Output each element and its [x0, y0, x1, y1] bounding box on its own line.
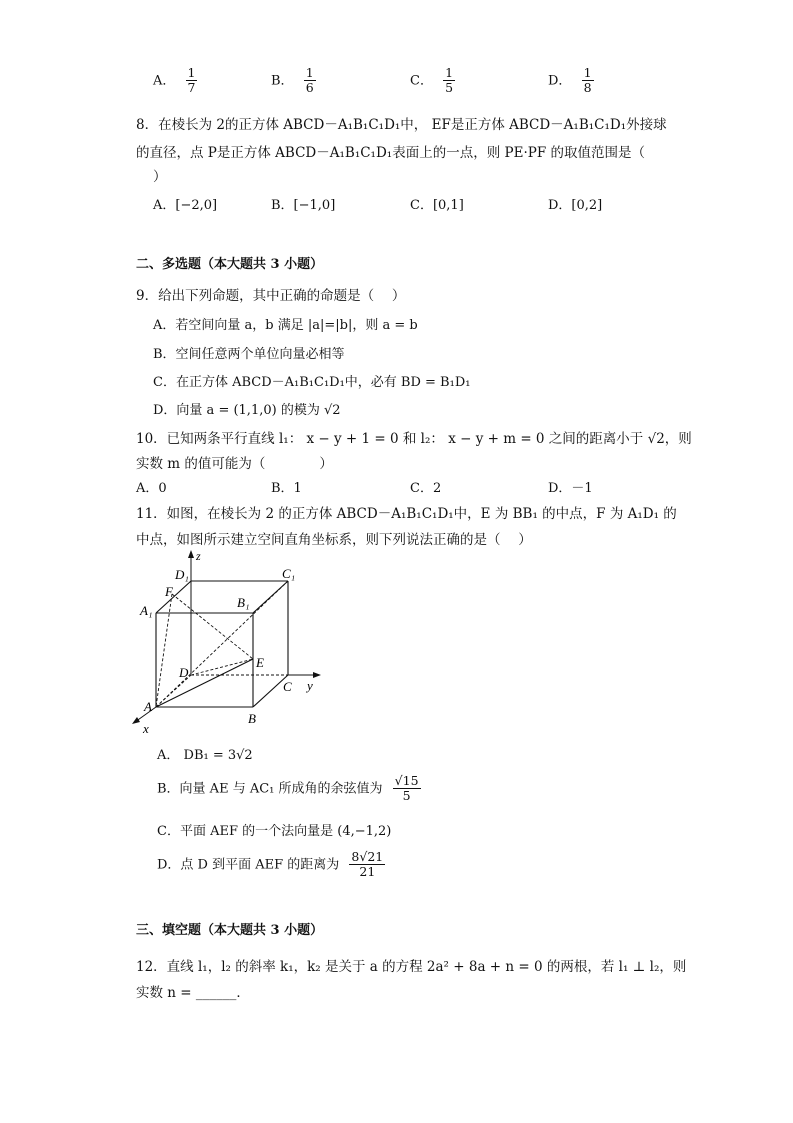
denominator: 5	[402, 788, 411, 804]
hidden-edges	[156, 581, 288, 707]
denominator: 8	[583, 80, 592, 96]
q11-option-a: A． DB₁ = 3√2	[157, 748, 253, 763]
q9-option-b: B．空间任意两个单位向量必相等	[153, 347, 345, 362]
q10-option-b: B．1	[271, 481, 302, 496]
q7-option-b	[271, 66, 316, 96]
q12-line2: 实数 n = ______．	[136, 985, 250, 1001]
option-text: B．向量 AE 与 AC₁ 所成角的余弦值为	[157, 781, 383, 797]
fraction	[443, 66, 455, 96]
label-a: A	[144, 699, 152, 714]
q8-line1: 8．在棱长为 2的正方体 ABCD－A₁B₁C₁D₁中， EF是正方体 ABCD－A₁B₁C₁D₁外接球	[136, 117, 667, 133]
fraction	[186, 66, 198, 96]
denominator: 5	[445, 80, 454, 96]
numerator: 8√21	[351, 849, 384, 864]
q9-option-c: C．在正方体 ABCD－A₁B₁C₁D₁中，必有 BD = B₁D₁	[153, 375, 471, 390]
q8-option-b: B．[−1,0]	[271, 198, 336, 213]
q10-line2: 实数 m 的值可能为（ ）	[136, 456, 333, 472]
q10-option-d: D．－1	[548, 481, 593, 496]
q11-line2: 中点，如图所示建立空间直角坐标系，则下列说法正确的是（ ）	[136, 532, 532, 548]
option-letter: C．	[410, 73, 433, 89]
denominator: 7	[187, 80, 196, 96]
label-e: E	[256, 655, 264, 670]
numerator: 1	[583, 65, 592, 80]
q9-option-d: D．向量 a = (1,1,0) 的模为 √2	[153, 403, 341, 418]
q10-line1: 10．已知两条平行直线 l₁： x − y + 1 = 0 和 l₂： x − y + m = 0 之间的距离小于 √2，则	[136, 431, 692, 447]
option-letter: D．	[548, 73, 572, 89]
label-d1: D₁	[175, 567, 189, 582]
numerator: 1	[445, 65, 454, 80]
q7-option-a	[153, 66, 197, 96]
q11-option-d	[157, 850, 385, 880]
option-letter: B．	[271, 73, 294, 89]
label-a1: A₁	[140, 603, 153, 618]
fraction	[304, 66, 316, 96]
label-c: C	[283, 679, 292, 694]
q7-option-d	[548, 66, 594, 96]
numerator: √15	[394, 773, 419, 788]
label-y: y	[307, 678, 313, 693]
label-b1: B₁	[237, 595, 250, 610]
q12-line1: 12．直线 l₁，l₂ 的斜率 k₁，k₂ 是关于 a 的方程 2a² + 8a + n = 0 的两根，若 l₁ ⊥ l₂，则	[136, 959, 687, 975]
denominator: 6	[305, 80, 314, 96]
x-axis-arrow	[132, 717, 140, 724]
label-c1: C₁	[282, 566, 296, 581]
label-x: x	[143, 721, 149, 736]
label-d: D	[179, 665, 189, 680]
q8-line3: ）	[153, 169, 167, 185]
numerator: 1	[187, 65, 196, 80]
fraction	[349, 850, 385, 880]
cube-figure	[125, 546, 335, 736]
y-axis-arrow	[313, 672, 321, 678]
q10-option-c: C．2	[410, 481, 442, 496]
q9-stem: 9．给出下列命题，其中正确的命题是（ ）	[136, 288, 406, 304]
label-z: z	[196, 549, 201, 563]
fraction	[582, 66, 594, 96]
numerator: 1	[305, 65, 314, 80]
q7-option-c	[410, 66, 455, 96]
label-b: B	[248, 711, 256, 726]
q11-option-c: C．平面 AEF 的一个法向量是 (4,−1,2)	[157, 824, 392, 839]
q11-line1: 11．如图，在棱长为 2 的正方体 ABCD－A₁B₁C₁D₁中，E 为 BB₁ 的中点，F 为 A₁D₁ 的	[136, 506, 677, 522]
q8-option-a: A．[−2,0]	[153, 198, 218, 213]
q8-option-d: D．[0,2]	[548, 198, 603, 213]
z-axis-arrow	[188, 550, 194, 558]
option-letter: A．	[153, 73, 176, 89]
q10-option-a: A．0	[136, 481, 167, 496]
q11-option-b	[157, 774, 421, 804]
q9-option-a: A．若空间向量 a，b 满足 |a|=|b|，则 a = b	[153, 318, 418, 333]
section-title-fill-in: 三、填空题（本大题共 3 小题）	[136, 923, 324, 938]
q8-option-c: C．[0,1]	[410, 198, 464, 213]
denominator: 21	[359, 864, 376, 880]
fraction	[393, 774, 421, 804]
label-f: F	[165, 584, 173, 599]
q8-line2: 的直径，点 P是正方体 ABCD－A₁B₁C₁D₁表面上的一点，则 PE·PF 的取值范围是（	[136, 145, 645, 161]
option-text: D．点 D 到平面 AEF 的距离为	[157, 857, 340, 873]
section-title-multiple-choice: 二、多选题（本大题共 3 小题）	[136, 257, 324, 272]
